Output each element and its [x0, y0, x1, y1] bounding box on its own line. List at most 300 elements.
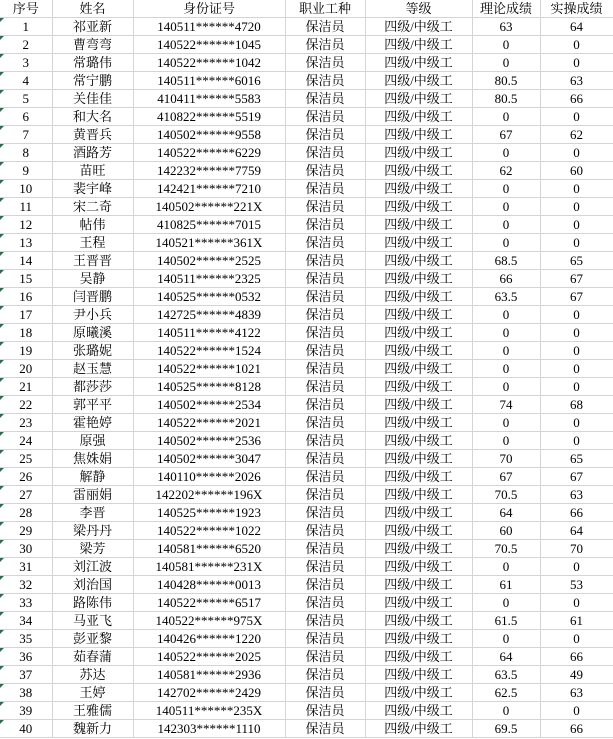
cell-name[interactable] — [52, 666, 133, 684]
column-header-practical-score[interactable]: 实操成绩 — [540, 0, 613, 18]
cell-index[interactable] — [0, 648, 52, 666]
cell-index[interactable] — [0, 576, 52, 594]
cell-theory-score[interactable] — [472, 360, 540, 378]
cell-practical-score[interactable] — [540, 288, 613, 306]
cell-level[interactable] — [365, 144, 472, 162]
cell-practical-score[interactable] — [540, 396, 613, 414]
cell-practical-score[interactable] — [540, 234, 613, 252]
cell-practical-score[interactable] — [540, 324, 613, 342]
cell-index[interactable] — [0, 54, 52, 72]
cell-index[interactable] — [0, 198, 52, 216]
cell-level[interactable] — [365, 108, 472, 126]
cell-job[interactable] — [285, 504, 365, 522]
cell-level[interactable] — [365, 306, 472, 324]
cell-level[interactable] — [365, 594, 472, 612]
cell-job-value: 保洁员 — [305, 91, 345, 106]
cell-practical-score[interactable] — [540, 54, 613, 72]
cell-theory-score[interactable] — [472, 396, 540, 414]
cell-index[interactable] — [0, 144, 52, 162]
cell-theory-score[interactable] — [472, 450, 540, 468]
cell-id-number[interactable] — [133, 54, 285, 72]
cell-level[interactable] — [365, 360, 472, 378]
header-row — [0, 0, 613, 18]
cell-level[interactable] — [365, 72, 472, 90]
cell-id-number[interactable] — [133, 720, 285, 738]
cell-job[interactable] — [285, 594, 365, 612]
cell-id-number[interactable] — [133, 108, 285, 126]
cell-theory-score[interactable] — [472, 378, 540, 396]
cell-level[interactable] — [365, 504, 472, 522]
cell-practical-score[interactable] — [540, 252, 613, 270]
cell-name[interactable] — [52, 324, 133, 342]
cell-index[interactable] — [0, 504, 52, 522]
cell-job[interactable] — [285, 378, 365, 396]
cell-theory-score[interactable] — [472, 432, 540, 450]
cell-id-number[interactable] — [133, 180, 285, 198]
cell-id-number[interactable] — [133, 396, 285, 414]
cell-index[interactable] — [0, 108, 52, 126]
cell-practical-score[interactable] — [540, 306, 613, 324]
column-header-id-number[interactable]: 身份证号 — [133, 0, 285, 18]
cell-name[interactable] — [52, 540, 133, 558]
cell-index[interactable] — [0, 180, 52, 198]
cell-id-number[interactable] — [133, 360, 285, 378]
cell-practical-score[interactable] — [540, 180, 613, 198]
cell-theory-score[interactable] — [472, 414, 540, 432]
cell-practical-score[interactable] — [540, 540, 613, 558]
cell-name[interactable] — [52, 270, 133, 288]
cell-level[interactable] — [365, 342, 472, 360]
cell-level[interactable] — [365, 414, 472, 432]
cell-name[interactable] — [52, 558, 133, 576]
cell-job[interactable] — [285, 432, 365, 450]
cell-name[interactable] — [52, 342, 133, 360]
cell-id-number[interactable] — [133, 576, 285, 594]
cell-theory-score[interactable] — [472, 216, 540, 234]
cell-practical-score[interactable] — [540, 270, 613, 288]
cell-name[interactable] — [52, 576, 133, 594]
cell-index[interactable] — [0, 558, 52, 576]
cell-practical-score[interactable] — [540, 666, 613, 684]
cell-index[interactable] — [0, 360, 52, 378]
cell-id-number[interactable] — [133, 504, 285, 522]
cell-job[interactable] — [285, 486, 365, 504]
cell-id-number[interactable] — [133, 432, 285, 450]
cell-practical-score[interactable] — [540, 630, 613, 648]
cell-job[interactable] — [285, 126, 365, 144]
cell-practical-score[interactable] — [540, 720, 613, 738]
cell-level[interactable] — [365, 648, 472, 666]
cell-id-number[interactable] — [133, 414, 285, 432]
cell-index[interactable] — [0, 306, 52, 324]
cell-practical-score[interactable] — [540, 450, 613, 468]
cell-theory-score[interactable] — [472, 720, 540, 738]
cell-name[interactable] — [52, 684, 133, 702]
cell-level[interactable] — [365, 450, 472, 468]
cell-practical-score[interactable] — [540, 108, 613, 126]
cell-practical-score[interactable] — [540, 414, 613, 432]
cell-job[interactable] — [285, 54, 365, 72]
cell-practical-score[interactable] — [540, 378, 613, 396]
cell-index[interactable] — [0, 72, 52, 90]
cell-theory-score[interactable] — [472, 486, 540, 504]
cell-name[interactable] — [52, 504, 133, 522]
cell-theory-score[interactable] — [472, 36, 540, 54]
cell-id-number[interactable] — [133, 72, 285, 90]
cell-job[interactable] — [285, 306, 365, 324]
cell-name[interactable] — [52, 702, 133, 720]
cell-practical-score[interactable] — [540, 144, 613, 162]
cell-id-number[interactable] — [133, 540, 285, 558]
cell-index[interactable] — [0, 378, 52, 396]
cell-level[interactable] — [365, 36, 472, 54]
cell-job[interactable] — [285, 198, 365, 216]
cell-level[interactable] — [365, 270, 472, 288]
cell-level[interactable] — [365, 684, 472, 702]
cell-job[interactable] — [285, 468, 365, 486]
cell-level[interactable] — [365, 468, 472, 486]
cell-index[interactable] — [0, 270, 52, 288]
cell-index[interactable] — [0, 216, 52, 234]
cell-theory-score[interactable] — [472, 108, 540, 126]
cell-index[interactable] — [0, 36, 52, 54]
cell-job[interactable] — [285, 396, 365, 414]
cell-practical-score[interactable] — [540, 468, 613, 486]
cell-practical-score[interactable] — [540, 504, 613, 522]
cell-theory-score[interactable] — [472, 198, 540, 216]
cell-job-value: 保洁员 — [305, 253, 345, 268]
cell-name[interactable] — [52, 648, 133, 666]
cell-name[interactable] — [52, 396, 133, 414]
cell-practical-score[interactable] — [540, 18, 613, 36]
cell-theory-score[interactable] — [472, 324, 540, 342]
cell-job[interactable] — [285, 216, 365, 234]
cell-theory-score[interactable] — [472, 162, 540, 180]
cell-index[interactable] — [0, 666, 52, 684]
cell-name[interactable] — [52, 180, 133, 198]
cell-id-number[interactable] — [133, 234, 285, 252]
cell-name[interactable] — [52, 234, 133, 252]
cell-id-number[interactable] — [133, 378, 285, 396]
cell-job[interactable] — [285, 288, 365, 306]
cell-theory-score[interactable] — [472, 234, 540, 252]
cell-practical-score[interactable] — [540, 342, 613, 360]
cell-practical-score[interactable] — [540, 72, 613, 90]
cell-job[interactable] — [285, 360, 365, 378]
cell-index[interactable] — [0, 720, 52, 738]
cell-level[interactable] — [365, 720, 472, 738]
cell-theory-score[interactable] — [472, 72, 540, 90]
cell-level[interactable] — [365, 702, 472, 720]
cell-job[interactable] — [285, 576, 365, 594]
cell-theory-score[interactable] — [472, 288, 540, 306]
cell-theory-score[interactable] — [472, 522, 540, 540]
cell-name[interactable] — [52, 198, 133, 216]
cell-id-number[interactable] — [133, 648, 285, 666]
column-header-theory-score[interactable]: 理论成绩 — [472, 0, 540, 18]
cell-level[interactable] — [365, 90, 472, 108]
cell-practical-score[interactable] — [540, 432, 613, 450]
cell-name[interactable] — [52, 450, 133, 468]
cell-job-value: 保洁员 — [305, 271, 345, 286]
cell-theory-score[interactable] — [472, 180, 540, 198]
cell-id-number[interactable] — [133, 36, 285, 54]
cell-name[interactable] — [52, 288, 133, 306]
cell-job[interactable] — [285, 36, 365, 54]
cell-id-number[interactable] — [133, 90, 285, 108]
cell-job[interactable] — [285, 90, 365, 108]
cell-theory-score[interactable] — [472, 702, 540, 720]
cell-index[interactable] — [0, 342, 52, 360]
cell-name[interactable] — [52, 90, 133, 108]
cell-theory-score[interactable] — [472, 90, 540, 108]
cell-level-value: 四级/中级工 — [384, 595, 453, 610]
cell-name[interactable] — [52, 630, 133, 648]
cell-name[interactable] — [52, 18, 133, 36]
cell-level[interactable] — [365, 126, 472, 144]
cell-level[interactable] — [365, 486, 472, 504]
cell-theory-score[interactable] — [472, 504, 540, 522]
cell-id-number[interactable] — [133, 486, 285, 504]
cell-index[interactable] — [0, 612, 52, 630]
cell-name[interactable] — [52, 468, 133, 486]
cell-theory-score[interactable] — [472, 558, 540, 576]
cell-job[interactable] — [285, 270, 365, 288]
cell-theory-score[interactable] — [472, 612, 540, 630]
cell-name[interactable] — [52, 432, 133, 450]
cell-level[interactable] — [365, 18, 472, 36]
cell-id-number[interactable] — [133, 684, 285, 702]
cell-practical-score[interactable] — [540, 486, 613, 504]
cell-index[interactable] — [0, 486, 52, 504]
cell-id-number[interactable] — [133, 702, 285, 720]
cell-theory-score[interactable] — [472, 342, 540, 360]
cell-name[interactable] — [52, 216, 133, 234]
cell-job[interactable] — [285, 684, 365, 702]
cell-job[interactable] — [285, 18, 365, 36]
cell-theory-score[interactable] — [472, 576, 540, 594]
cell-level[interactable] — [365, 612, 472, 630]
cell-practical-score[interactable] — [540, 576, 613, 594]
cell-job-value: 保洁员 — [305, 451, 345, 466]
cell-index[interactable] — [0, 684, 52, 702]
cell-practical-score[interactable] — [540, 648, 613, 666]
cell-job[interactable] — [285, 630, 365, 648]
cell-practical-score[interactable] — [540, 162, 613, 180]
cell-id-number[interactable] — [133, 126, 285, 144]
cell-index[interactable] — [0, 18, 52, 36]
cell-index[interactable] — [0, 126, 52, 144]
cell-level[interactable] — [365, 288, 472, 306]
cell-index-value: 24 — [19, 433, 33, 448]
cell-id-number[interactable] — [133, 306, 285, 324]
cell-theory-score[interactable] — [472, 630, 540, 648]
cell-id-number[interactable] — [133, 558, 285, 576]
cell-job[interactable] — [285, 252, 365, 270]
cell-level[interactable] — [365, 252, 472, 270]
cell-theory-score[interactable] — [472, 594, 540, 612]
cell-practical-score[interactable] — [540, 198, 613, 216]
cell-level-value: 四级/中级工 — [384, 631, 453, 646]
cell-theory-score[interactable] — [472, 306, 540, 324]
cell-name[interactable] — [52, 720, 133, 738]
cell-job[interactable] — [285, 234, 365, 252]
cell-id-number-value: 140426******1220 — [157, 631, 261, 646]
cell-index[interactable] — [0, 414, 52, 432]
cell-level[interactable] — [365, 324, 472, 342]
cell-job[interactable] — [285, 180, 365, 198]
cell-id-number[interactable] — [133, 666, 285, 684]
cell-job[interactable] — [285, 144, 365, 162]
cell-index[interactable] — [0, 288, 52, 306]
cell-id-number[interactable] — [133, 468, 285, 486]
cell-level[interactable] — [365, 432, 472, 450]
cell-index[interactable] — [0, 468, 52, 486]
cell-practical-score[interactable] — [540, 702, 613, 720]
cell-id-number[interactable] — [133, 270, 285, 288]
cell-index[interactable] — [0, 594, 52, 612]
cell-level[interactable] — [365, 522, 472, 540]
cell-name[interactable] — [52, 612, 133, 630]
cell-job[interactable] — [285, 666, 365, 684]
cell-practical-score[interactable] — [540, 126, 613, 144]
cell-theory-score[interactable] — [472, 18, 540, 36]
cell-index[interactable] — [0, 702, 52, 720]
cell-name[interactable] — [52, 414, 133, 432]
cell-job[interactable] — [285, 72, 365, 90]
cell-index[interactable] — [0, 162, 52, 180]
column-header-index[interactable]: 序号 — [0, 0, 52, 18]
cell-theory-score[interactable] — [472, 252, 540, 270]
table-row — [0, 108, 613, 126]
cell-theory-score[interactable] — [472, 540, 540, 558]
cell-theory-score[interactable] — [472, 126, 540, 144]
cell-name[interactable] — [52, 360, 133, 378]
cell-id-number[interactable] — [133, 594, 285, 612]
cell-theory-score[interactable] — [472, 270, 540, 288]
cell-practical-score[interactable] — [540, 684, 613, 702]
cell-theory-score[interactable] — [472, 54, 540, 72]
cell-practical-score[interactable] — [540, 522, 613, 540]
cell-name[interactable] — [52, 108, 133, 126]
cell-level[interactable] — [365, 576, 472, 594]
cell-id-number[interactable] — [133, 216, 285, 234]
cell-job[interactable] — [285, 720, 365, 738]
cell-index[interactable] — [0, 630, 52, 648]
cell-name[interactable] — [52, 126, 133, 144]
cell-theory-score[interactable] — [472, 468, 540, 486]
cell-id-number[interactable] — [133, 144, 285, 162]
cell-id-number[interactable] — [133, 342, 285, 360]
cell-level[interactable] — [365, 180, 472, 198]
cell-job[interactable] — [285, 522, 365, 540]
cell-id-number[interactable] — [133, 18, 285, 36]
cell-level[interactable] — [365, 162, 472, 180]
cell-index[interactable] — [0, 522, 52, 540]
cell-name[interactable] — [52, 36, 133, 54]
cell-index[interactable] — [0, 450, 52, 468]
cell-name-value: 关佳佳 — [72, 91, 112, 106]
cell-theory-score[interactable] — [472, 666, 540, 684]
cell-theory-score-value: 0 — [502, 307, 510, 322]
cell-practical-score[interactable] — [540, 36, 613, 54]
cell-job[interactable] — [285, 612, 365, 630]
cell-index[interactable] — [0, 234, 52, 252]
cell-name[interactable] — [52, 72, 133, 90]
cell-job[interactable] — [285, 648, 365, 666]
cell-job[interactable] — [285, 540, 365, 558]
cell-id-number[interactable] — [133, 612, 285, 630]
cell-index[interactable] — [0, 432, 52, 450]
cell-name[interactable] — [52, 594, 133, 612]
cell-id-number[interactable] — [133, 288, 285, 306]
cell-level[interactable] — [365, 540, 472, 558]
cell-name[interactable] — [52, 54, 133, 72]
cell-level[interactable] — [365, 54, 472, 72]
cell-id-number[interactable] — [133, 198, 285, 216]
column-header-job[interactable]: 职业工种 — [285, 0, 365, 18]
cell-level[interactable] — [365, 666, 472, 684]
cell-theory-score[interactable] — [472, 684, 540, 702]
cell-job[interactable] — [285, 162, 365, 180]
column-header-name[interactable]: 姓名 — [52, 0, 133, 18]
cell-practical-score[interactable] — [540, 594, 613, 612]
cell-index[interactable] — [0, 90, 52, 108]
cell-level[interactable] — [365, 198, 472, 216]
cell-id-number[interactable] — [133, 630, 285, 648]
cell-practical-score[interactable] — [540, 612, 613, 630]
cell-name[interactable] — [52, 378, 133, 396]
cell-id-number[interactable] — [133, 252, 285, 270]
cell-job[interactable] — [285, 558, 365, 576]
cell-job[interactable] — [285, 702, 365, 720]
cell-job[interactable] — [285, 414, 365, 432]
cell-level[interactable] — [365, 216, 472, 234]
cell-job[interactable] — [285, 108, 365, 126]
cell-index[interactable] — [0, 396, 52, 414]
cell-index[interactable] — [0, 540, 52, 558]
cell-name[interactable] — [52, 144, 133, 162]
cell-name[interactable] — [52, 252, 133, 270]
cell-job[interactable] — [285, 324, 365, 342]
cell-practical-score[interactable] — [540, 360, 613, 378]
cell-id-number[interactable] — [133, 522, 285, 540]
cell-practical-score[interactable] — [540, 90, 613, 108]
cell-theory-score[interactable] — [472, 144, 540, 162]
cell-name[interactable] — [52, 486, 133, 504]
cell-theory-score[interactable] — [472, 648, 540, 666]
cell-practical-score[interactable] — [540, 558, 613, 576]
cell-level[interactable] — [365, 396, 472, 414]
column-header-level[interactable]: 等级 — [365, 0, 472, 18]
cell-id-number[interactable] — [133, 162, 285, 180]
cell-level[interactable] — [365, 558, 472, 576]
cell-index[interactable] — [0, 324, 52, 342]
cell-index[interactable] — [0, 252, 52, 270]
cell-id-number[interactable] — [133, 450, 285, 468]
cell-name[interactable] — [52, 522, 133, 540]
cell-level[interactable] — [365, 630, 472, 648]
cell-level[interactable] — [365, 234, 472, 252]
cell-level[interactable] — [365, 378, 472, 396]
cell-id-number-value: 142702******2429 — [157, 685, 261, 700]
cell-id-number[interactable] — [133, 324, 285, 342]
cell-practical-score[interactable] — [540, 216, 613, 234]
cell-job[interactable] — [285, 450, 365, 468]
cell-name[interactable] — [52, 306, 133, 324]
cell-name[interactable] — [52, 162, 133, 180]
cell-job[interactable] — [285, 342, 365, 360]
